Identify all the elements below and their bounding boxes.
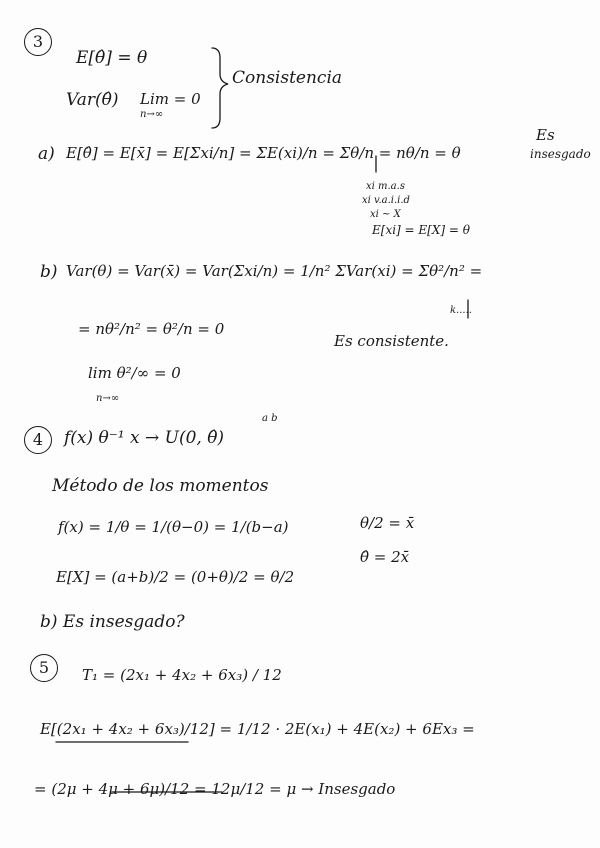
ex3-b-lim-sub: n→∞	[96, 393, 120, 404]
ex4-side1: θ/2 = x̄	[360, 514, 415, 532]
ex3-line1: E[θ̂] = θ	[76, 48, 148, 68]
ex3-a-note-4: E[xi] = E[X] = θ	[372, 223, 470, 237]
ex4-header: f(x) θ⁻¹ x → U(0, θ̂)	[64, 428, 225, 448]
ex4-fx: f(x) = 1/θ = 1/(θ−0) = 1/(b−a)	[58, 518, 289, 536]
ex3-line2-lim: Lim = 0	[140, 90, 201, 108]
ex3-a-result-1: Es	[536, 126, 555, 144]
ex5-t1: T₁ = (2x₁ + 4x₂ + 6x₃) / 12	[82, 666, 282, 684]
ex3-b-expr: Var(θ) = Var(x̄) = Var(Σxi/n) = 1/n² ΣVar(xi) = Σθ²/n² =	[66, 262, 483, 280]
ex4-side2: θ̂ = 2x̄	[360, 548, 410, 566]
ex5-e-line: E[(2x₁ + 4x₂ + 6x₃)/12] = 1/12 · 2E(x₁) + 4E(x₂) + 6Ex₃ =	[40, 720, 475, 738]
ex4-header-sup: a b	[262, 413, 278, 424]
consistency-brace	[212, 48, 228, 128]
ex3-a-note-1: xi m.a.s	[366, 181, 405, 192]
ex4-ex: E[X] = (a+b)/2 = (0+θ)/2 = θ/2	[56, 568, 295, 586]
ex3-line2-sub: n→∞	[140, 109, 164, 120]
ex3-a-note-3: xi ~ X	[370, 209, 401, 220]
ex3-line2-var: Var(θ̂)	[66, 90, 119, 110]
ex3-a-expr: E[θ̂] = E[x̄] = E[Σxi/n] = ΣE(xi)/n = Σθ/n = nθ/n = θ	[66, 144, 461, 162]
exercise-3-number: 3	[24, 28, 52, 56]
ex3-b-note: k.....	[450, 305, 472, 316]
ex4-b-question: b) Es insesgado?	[40, 612, 185, 632]
ex3-a-result-2: insesgado	[530, 147, 591, 161]
ex3-b-line2: = nθ²/n² = θ²/n = 0	[78, 320, 225, 338]
exercise-5-number: 5	[30, 654, 58, 682]
ex4-method: Método de los momentos	[52, 476, 269, 496]
ex3-a-label: a)	[38, 144, 55, 164]
exercise-4-number: 4	[24, 426, 52, 454]
ex3-b-label: b)	[40, 262, 58, 282]
ex3-b-lim: lim θ²/∞ = 0	[88, 364, 181, 382]
ex5-final: = (2μ + 4μ + 6μ)/12 = 12μ/12 = μ → Insesgado	[34, 780, 396, 798]
ex3-b-result: Es consistente.	[334, 332, 449, 350]
ex3-a-note-2: xi v.a.i.i.d	[362, 195, 410, 206]
ex3-brace-label: Consistencia	[232, 68, 343, 88]
